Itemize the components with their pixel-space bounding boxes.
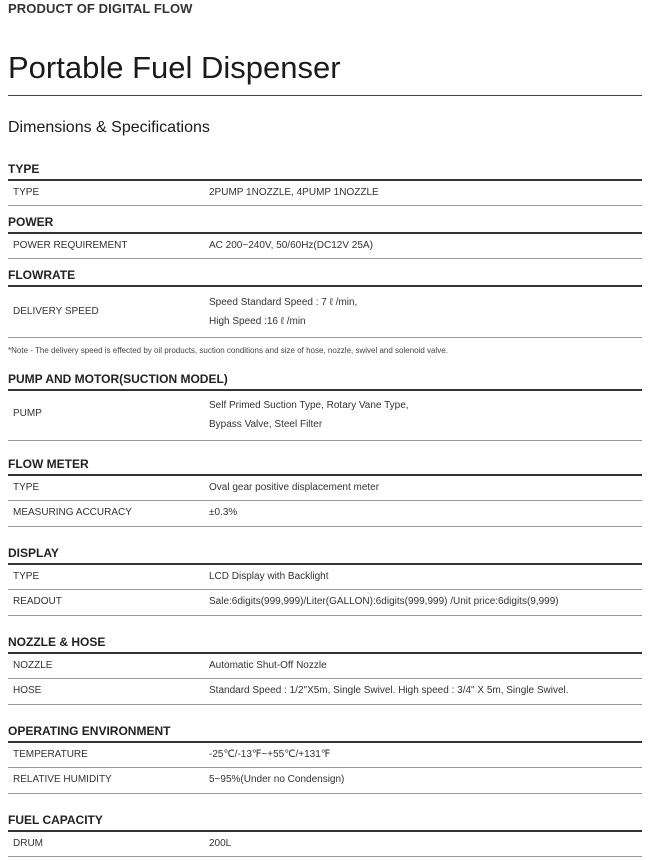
spec-value: ±0.3% xyxy=(209,507,238,518)
section-rule xyxy=(8,741,642,743)
row-divider xyxy=(8,526,642,527)
spec-label: DELIVERY SPEED xyxy=(13,306,99,317)
spec-label: TYPE xyxy=(13,571,40,582)
row-divider xyxy=(8,856,642,857)
row-divider xyxy=(8,704,642,705)
spec-value: Automatic Shut-Off Nozzle xyxy=(209,660,327,671)
section-rule xyxy=(8,563,642,565)
section-heading-display: DISPLAY xyxy=(8,546,59,560)
spec-label: NOZZLE xyxy=(13,660,53,671)
section-title: Dimensions & Specifications xyxy=(8,119,210,136)
spec-label: RELATIVE HUMIDITY xyxy=(13,774,112,785)
brand-eyebrow: PRODUCT OF DIGITAL FLOW xyxy=(8,1,193,16)
row-divider xyxy=(8,337,642,338)
row-divider xyxy=(8,500,642,501)
spec-value: Oval gear positive displacement meter xyxy=(209,482,380,493)
row-divider xyxy=(8,589,642,590)
spec-value: Standard Speed : 1/2"X5m, Single Swivel. High speed : 3/4" X 5m, Single Swivel. xyxy=(209,685,569,696)
section-rule xyxy=(8,179,642,181)
spec-label: POWER REQUIREMENT xyxy=(13,240,128,251)
row-divider xyxy=(8,793,642,794)
spec-value: Speed Standard Speed : 7 ℓ /min, xyxy=(209,297,358,308)
spec-value: AC 200~240V, 50/60Hz(DC12V 25A) xyxy=(209,240,373,251)
spec-label: TYPE xyxy=(13,187,40,198)
spec-label: PUMP xyxy=(13,408,42,419)
spec-label: TEMPERATURE xyxy=(13,749,88,760)
spec-value: LCD Display with Backlight xyxy=(209,571,329,582)
spec-label: HOSE xyxy=(13,685,42,696)
section-heading-fuel: FUEL CAPACITY xyxy=(8,813,103,827)
spec-value: 200L xyxy=(209,838,232,849)
row-divider xyxy=(8,678,642,679)
spec-value: Bypass Valve, Steel Filter xyxy=(209,419,323,430)
spec-value: 5~95%(Under no Condensign) xyxy=(209,774,345,785)
row-divider xyxy=(8,615,642,616)
title-divider xyxy=(8,95,642,96)
section-heading-flowrate: FLOWRATE xyxy=(8,268,76,282)
section-heading-nozzle: NOZZLE & HOSE xyxy=(8,635,106,649)
row-divider xyxy=(8,258,642,259)
section-heading-pump: PUMP AND MOTOR(SUCTION MODEL) xyxy=(8,372,228,386)
spec-value: High Speed :16 ℓ /min xyxy=(209,316,306,327)
spec-label: DRUM xyxy=(13,838,43,849)
section-heading-power: POWER xyxy=(8,215,54,229)
spec-label: MEASURING ACCURACY xyxy=(13,507,132,518)
section-rule xyxy=(8,474,642,476)
section-rule xyxy=(8,830,642,832)
spec-value: -25℃/-13℉~+55℃/+131℉ xyxy=(209,749,331,760)
spec-value: Sale:6digits(999,999)/Liter(GALLON):6digits(999,999) /Unit price:6digits(9,999) xyxy=(209,596,559,607)
row-divider xyxy=(8,767,642,768)
section-rule xyxy=(8,652,642,654)
section-rule xyxy=(8,232,642,234)
section-heading-flow-meter: FLOW METER xyxy=(8,457,89,471)
section-rule xyxy=(8,285,642,287)
row-divider xyxy=(8,440,642,441)
spec-value: 2PUMP 1NOZZLE, 4PUMP 1NOZZLE xyxy=(209,187,379,198)
row-divider xyxy=(8,205,642,206)
section-heading-type: TYPE xyxy=(8,162,40,176)
spec-label: READOUT xyxy=(13,596,62,607)
delivery-speed-note: *Note - The delivery speed is effected by oil products, suction conditions and size of hose, nozzle, swivel and solenoid valve. xyxy=(8,346,448,355)
page-title: Portable Fuel Dispenser xyxy=(8,50,341,85)
section-heading-environment: OPERATING ENVIRONMENT xyxy=(8,724,171,738)
section-rule xyxy=(8,389,642,391)
spec-label: TYPE xyxy=(13,482,40,493)
spec-value: Self Primed Suction Type, Rotary Vane Type, xyxy=(209,400,409,411)
